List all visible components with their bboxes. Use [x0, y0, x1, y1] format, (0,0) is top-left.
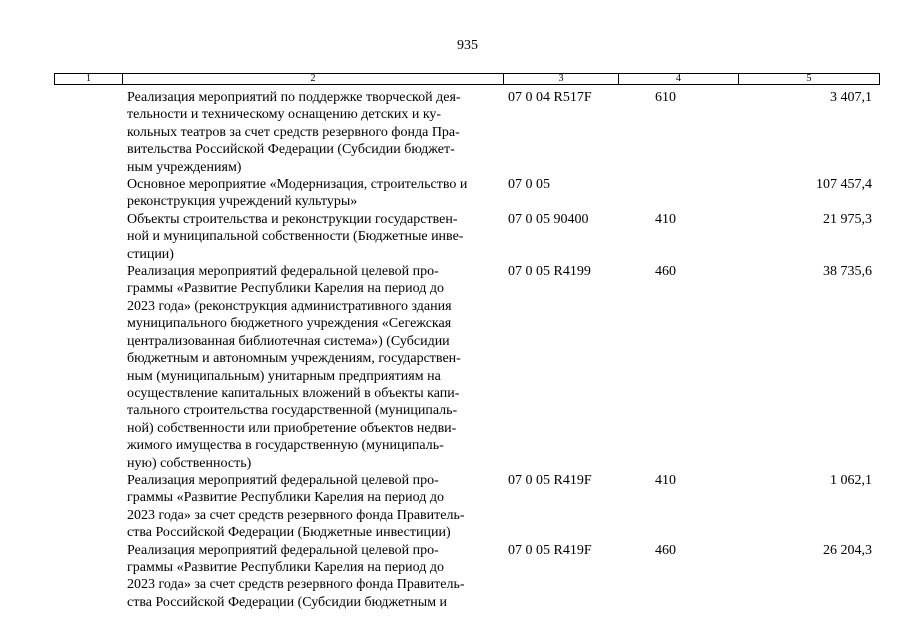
- row-code: 07 0 05 90400: [508, 211, 589, 227]
- table-body: [54, 89, 880, 611]
- description-line: ным (муниципальным) унитарным предприятиям на: [127, 368, 441, 384]
- description-line: Объекты строительства и реконструкции государствен-: [127, 211, 458, 227]
- description-line: ства Российской Федерации (Бюджетные инвестиции): [127, 525, 451, 541]
- row-code: 07 0 05 R4199: [508, 264, 591, 280]
- row-expense-type: 460: [655, 542, 676, 558]
- row-code: 07 0 05 R419F: [508, 542, 592, 558]
- description-line: тального строительства государственной (муниципаль-: [127, 403, 458, 419]
- row-code: 07 0 04 R517F: [508, 90, 592, 105]
- row-expense-type: 460: [655, 264, 676, 280]
- table-row: [54, 211, 880, 263]
- description-line: Реализация мероприятий федеральной целевой про-: [127, 472, 439, 488]
- description-line: ной и муниципальной собственности (Бюджетные инве-: [127, 229, 464, 245]
- row-number-cell: [54, 263, 127, 472]
- row-description: [127, 176, 503, 211]
- row-expense-type: 410: [655, 472, 676, 488]
- row-amount: 107 457,4: [816, 177, 872, 193]
- description-line: ным учреждениям): [127, 159, 242, 175]
- row-amount: 1 062,1: [830, 472, 872, 488]
- description-line: Реализация мероприятий по поддержке творческой дея-: [127, 90, 461, 105]
- description-line: осуществление капитальных вложений в объекты капи-: [127, 385, 460, 401]
- row-amount: 21 975,3: [823, 211, 872, 227]
- description-line: бюджетным и автономным учреждениям, государствен-: [127, 351, 461, 367]
- row-number-cell: [54, 176, 127, 211]
- row-amount: 26 204,3: [823, 542, 872, 558]
- table-row: [54, 472, 880, 542]
- description-line: централизованная библиотечная система») (Субсидии: [127, 333, 450, 349]
- description-line: реконструкция учреждений культуры»: [127, 194, 358, 210]
- page-number: 935: [457, 38, 478, 53]
- description-line: 2023 года» за счет средств резервного фонда Правитель-: [127, 577, 465, 593]
- row-number-cell: [54, 472, 127, 542]
- column-header-1: 1: [55, 74, 123, 84]
- description-line: граммы «Развитие Республики Карелия на период до: [127, 559, 445, 575]
- table-header: [54, 73, 880, 85]
- description-line: ства Российской Федерации (Субсидии бюджетным и: [127, 594, 448, 610]
- row-description: [127, 89, 503, 176]
- row-description: [127, 211, 503, 263]
- row-expense-type: 410: [655, 211, 676, 227]
- row-number-cell: [54, 211, 127, 263]
- description-line: 2023 года» за счет средств резервного фонда Правитель-: [127, 507, 465, 523]
- row-number-cell: [54, 542, 127, 612]
- description-line: вительства Российской Федерации (Субсидии бюджет-: [127, 142, 455, 158]
- description-line: граммы «Развитие Республики Карелия на период до: [127, 490, 445, 506]
- column-header-2: 2: [123, 74, 504, 84]
- description-line: ной) собственности или приобретение объектов недви-: [127, 420, 457, 436]
- description-line: Основное мероприятие «Модернизация, строительство и: [127, 177, 468, 193]
- description-line: кольных театров за счет средств резервного фонда Пра-: [127, 124, 460, 140]
- description-line: граммы «Развитие Республики Карелия на период до: [127, 281, 445, 297]
- description-line: стиции): [127, 246, 174, 262]
- row-description: [127, 542, 503, 612]
- row-amount: 38 735,6: [823, 264, 872, 280]
- table-row: [54, 176, 880, 211]
- description-line: муниципального бюджетного учреждения «Сегежская: [127, 316, 452, 332]
- row-expense-type: [618, 176, 738, 211]
- row-code: 07 0 05: [508, 177, 550, 193]
- column-header-4: 4: [619, 74, 739, 84]
- row-description: [127, 472, 503, 542]
- column-header-3: 3: [504, 74, 619, 84]
- row-number-cell: [54, 89, 127, 176]
- row-expense-type: 610: [655, 90, 676, 105]
- table-row: [54, 263, 880, 472]
- table-row: [54, 542, 880, 612]
- description-line: жимого имущества в государственную (муниципаль-: [127, 438, 444, 454]
- column-header-5: 5: [806, 73, 812, 84]
- row-code: 07 0 05 R419F: [508, 472, 592, 488]
- description-line: тельности и техническому оснащению детских и ку-: [127, 107, 442, 123]
- row-amount: 3 407,1: [830, 90, 872, 105]
- row-description: [127, 263, 503, 472]
- description-line: 2023 года» (реконструкция административного здания: [127, 298, 452, 314]
- description-line: ную) собственность): [127, 455, 252, 471]
- description-line: Реализация мероприятий федеральной целевой про-: [127, 542, 439, 558]
- table-row: [54, 89, 880, 176]
- description-line: Реализация мероприятий федеральной целевой про-: [127, 264, 439, 280]
